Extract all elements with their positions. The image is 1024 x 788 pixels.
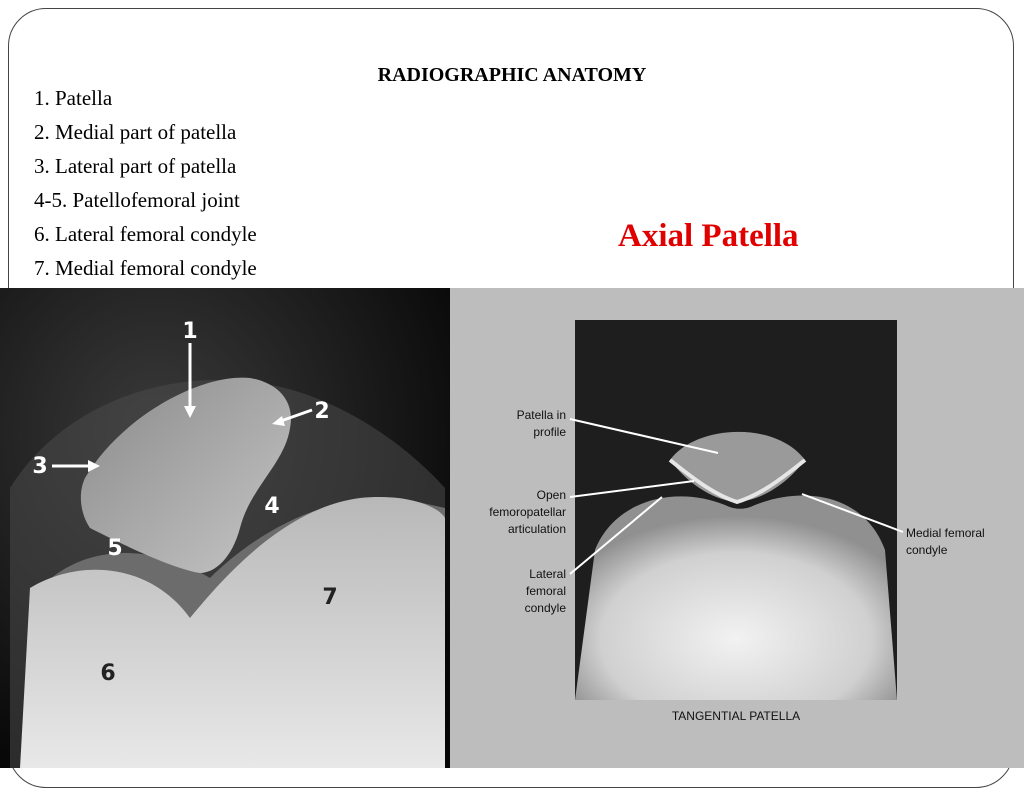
callout-line: Medial femoral — [906, 526, 985, 540]
xray-label-2: 2 — [314, 399, 330, 424]
callout-line: femoral — [525, 584, 566, 598]
xray-label-5: 5 — [107, 536, 123, 561]
callout-line: femoropatellar — [489, 505, 566, 519]
legend-item: 6. Lateral femoral condyle — [34, 222, 257, 246]
femoral-condyles — [575, 495, 897, 700]
legend-item: 4-5. Patellofemoral joint — [34, 188, 240, 212]
slide-title: RADIOGRAPHIC ANATOMY — [377, 64, 647, 86]
legend-item: 1. Patella — [34, 86, 113, 110]
xray-label-3: 3 — [32, 454, 48, 479]
axial-patella-title: Axial Patella — [618, 218, 799, 254]
xray-label-6: 6 — [100, 661, 116, 686]
callout-line: condyle — [524, 601, 566, 615]
figure-caption: TANGENTIAL PATELLA — [671, 709, 801, 723]
anatomy-legend — [34, 81, 257, 285]
legend-item: 2. Medial part of patella — [34, 120, 237, 144]
numbered-xray-image — [0, 288, 450, 768]
legend-item: 3. Lateral part of patella — [34, 154, 237, 178]
callout-lateral-condyle — [490, 566, 566, 617]
xray-label-1: 1 — [182, 319, 198, 344]
xray-label-7: 7 — [322, 585, 338, 610]
legend-item: 7. Medial femoral condyle — [34, 256, 257, 280]
callout-line: Patella in — [516, 408, 566, 422]
callout-medial-condyle — [906, 525, 1016, 559]
callout-line: Open — [536, 488, 566, 502]
callout-line: condyle — [906, 543, 948, 557]
callout-line: profile — [533, 425, 566, 439]
xray-label-4: 4 — [264, 494, 280, 519]
callout-open-articulation — [466, 487, 566, 538]
callout-line: Lateral — [529, 567, 566, 581]
callout-patella-in-profile — [490, 407, 566, 441]
tangential-xray-image — [575, 320, 897, 700]
callout-line: articulation — [507, 522, 566, 536]
numbered-xray-drawing — [0, 288, 450, 768]
tangential-xray-drawing — [575, 320, 897, 700]
